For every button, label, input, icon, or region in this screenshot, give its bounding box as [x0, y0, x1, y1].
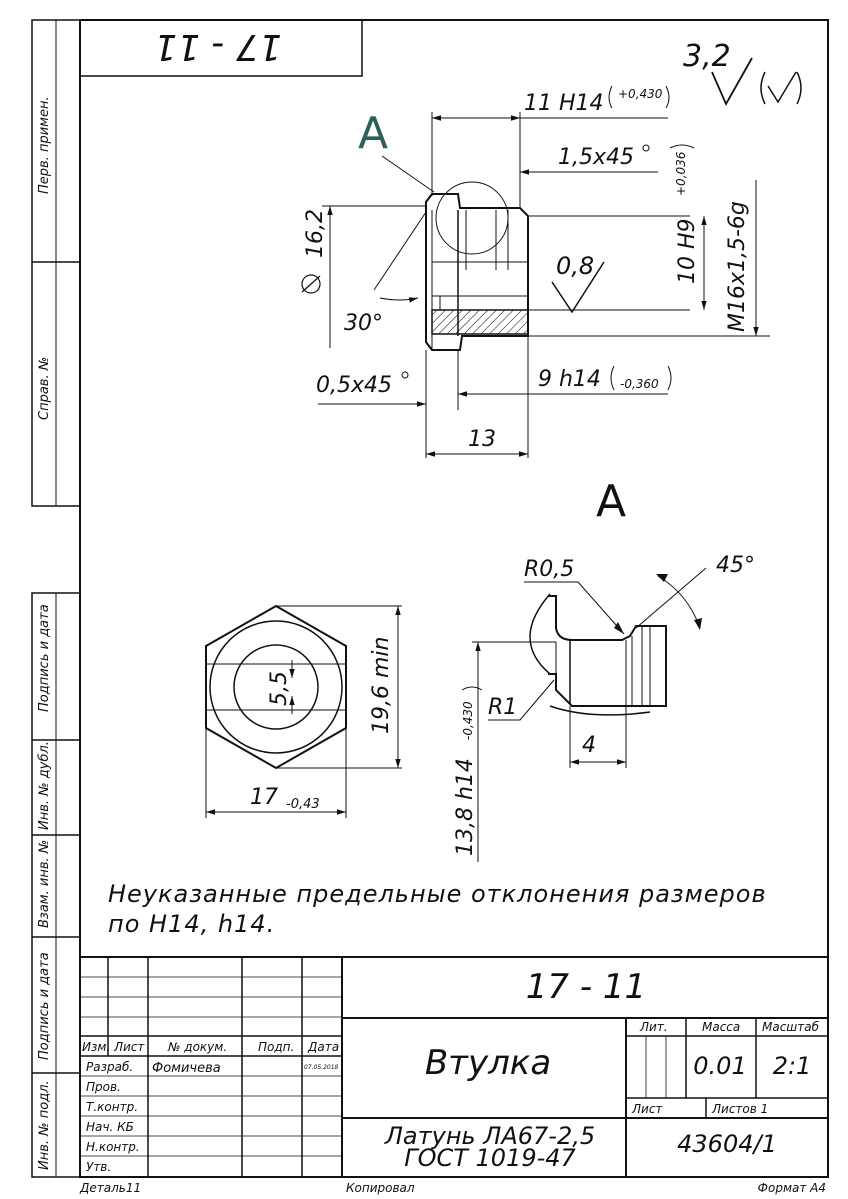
org-code: 43604/1 [677, 1130, 777, 1158]
note-line-2: по H14, h14. [108, 910, 276, 938]
side-label-sprav: Справ. № [37, 356, 52, 420]
side-label-inv-dubl: Инв. № дубл. [37, 741, 52, 830]
sheets-count: Листов 1 [712, 1102, 769, 1116]
dim-hole-55: 5,5 [267, 671, 292, 706]
dim-radius-1: R1 [488, 695, 518, 720]
side-label-perv-primen: Перв. примен. [37, 96, 52, 194]
footer-center: Копировал [346, 1181, 415, 1195]
dim-across-flats-tol: -0,43 [286, 797, 320, 812]
detail-label-a: A [596, 476, 627, 527]
dim-length-13: 13 [468, 427, 496, 452]
section-view [302, 86, 770, 458]
detail-view-a [453, 476, 755, 862]
col-izm: Изм. [82, 1040, 111, 1054]
row-nachkb: Нач. КБ [86, 1120, 134, 1134]
developer-name: Фомичева [152, 1061, 221, 1076]
row-nkontr: Н.контр. [86, 1140, 140, 1154]
roughness-bore: 0,8 [556, 252, 595, 280]
side-label-inv-podl: Инв. № подл. [37, 1080, 52, 1170]
title-designation: 17 - 11 [525, 967, 647, 1007]
stamp-code-rotated: 17 - 11 [154, 26, 282, 67]
note-line-1: Неуказанные предельные отклонения размеров [108, 880, 767, 908]
roughness-general-value: 3,2 [683, 39, 731, 74]
footer-right: Формат A4 [757, 1181, 826, 1195]
mass-value: 0.01 [693, 1052, 747, 1080]
dim-angle-45: 45° [716, 553, 755, 578]
dim-width-9: 9 h14 [538, 367, 601, 392]
dim-chamfer-05: 0,5x45 [316, 373, 393, 398]
developer-date: 07.05.2018 [304, 1064, 339, 1071]
dim-width-9-tol: -0,360 [620, 377, 659, 391]
sheet-frame [32, 20, 828, 1177]
dim-across-flats: 17 [250, 785, 278, 810]
dim-length-4: 4 [582, 733, 596, 758]
col-doc: № докум. [168, 1040, 228, 1054]
sheet-label: Лист [632, 1102, 663, 1116]
dim-angle-30: 30° [344, 311, 383, 336]
roughness-general [683, 39, 801, 104]
dim-radius-05: R0,5 [524, 557, 575, 582]
dim-across-corners: 19,6 min [369, 636, 394, 734]
dim-bore-10-tol: +0,036 [674, 151, 688, 196]
scale-value: 2:1 [772, 1052, 812, 1080]
hdr-mass: Масса [702, 1020, 741, 1034]
hdr-lit: Лит. [640, 1020, 668, 1034]
hdr-scale: Масштаб [762, 1020, 820, 1034]
row-tkontr: Т.контр. [86, 1100, 139, 1114]
col-list: Лист [114, 1040, 145, 1054]
dim-width-11: 11 H14 [524, 91, 604, 116]
dim-width-11-tol: +0,430 [618, 87, 663, 101]
footer-left: Деталь11 [80, 1181, 142, 1195]
row-utv: Утв. [86, 1160, 112, 1174]
title-material-2: ГОСТ 1019-47 [404, 1144, 576, 1172]
dim-thread: M16x1,5-6g [725, 201, 750, 332]
dim-dia-162: 16,2 [303, 209, 328, 258]
title-material-1: Латунь ЛА67-2,5 [384, 1122, 596, 1150]
dim-chamfer-15: 1,5x45 [558, 145, 635, 170]
row-prov: Пров. [86, 1080, 121, 1094]
hex-view [206, 606, 402, 818]
dim-dia-138-tol: -0,430 [461, 701, 475, 740]
dim-bore-10: 10 H9 [675, 218, 700, 284]
col-date: Дата [308, 1040, 340, 1054]
side-label-podpis-1: Подпись и дата [37, 604, 52, 712]
title-name: Втулка [424, 1043, 552, 1083]
side-label-vzam: Взам. инв. № [37, 839, 52, 928]
col-sign: Подп. [258, 1040, 295, 1054]
dim-dia-138: 13,8 h14 [453, 758, 478, 856]
row-razrab: Разраб. [86, 1060, 134, 1074]
view-label-a: A [358, 108, 389, 159]
side-label-podpis-2: Подпись и дата [37, 952, 52, 1060]
